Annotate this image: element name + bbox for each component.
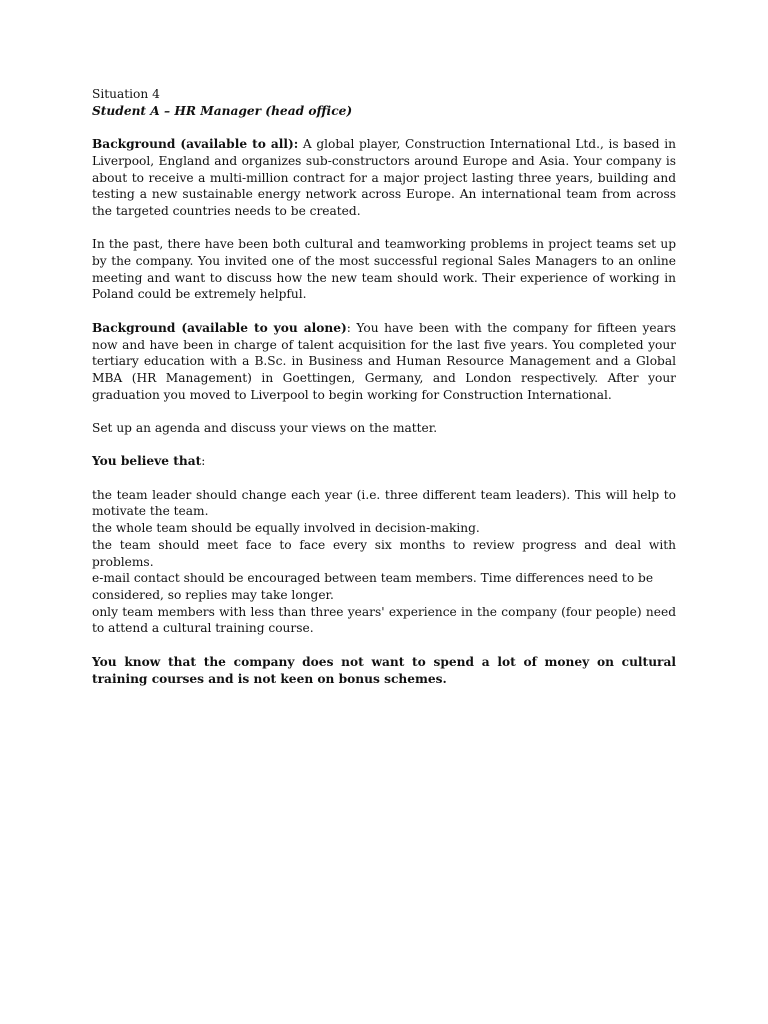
final-note: You know that the company does not want to spend a lot of money on cultural training courses and is not keen on bonus schemes. (92, 654, 676, 686)
belief-item: the team should meet face to face every six months to review progress and deal with problems. (92, 537, 676, 569)
belief-item: the whole team should be equally involved in decision-making. (92, 521, 480, 536)
situation-title: Situation 4 (92, 87, 160, 101)
background-all-text: A global player, Construction International Ltd., is based in Liverpool, England and organizes sub-constructors around Europe and Asia. Your company is about to receive a multi-million contract for a major project lasting three years, building and testing a new sustainable energy network across Europe. An international team from across the targeted countries needs to be created. (92, 137, 676, 218)
believe-heading (92, 453, 676, 470)
role-title: Student A – HR Manager (head office) (92, 103, 353, 118)
background-you-label: Background (available to you alone) (92, 320, 347, 335)
past-paragraph: In the past, there have been both cultural and teamworking problems in project teams set up by the company. You invited one of the most successful regional Sales Managers to an online meeting and want to discuss how the new team should work. Their experience of working in Poland could be extremely helpful. (92, 237, 676, 302)
beliefs-list (92, 487, 676, 637)
believe-colon: : (201, 454, 206, 469)
background-you-text: : You have been with the company for fifteen years now and have been in charge of talent acquisition for the last five years. You completed your tertiary education with a B.Sc. in Business and Human Resource Management and a Global MBA (HR Management) in Goettingen, Germany, and London respectively. After your graduation you moved to Liverpool to begin working for Construction International. (92, 320, 676, 402)
belief-item: only team members with less than three years' experience in the company (four people) need to attend a cultural training course. (92, 604, 676, 636)
background-all-paragraph (92, 136, 676, 220)
belief-item: the team leader should change each year (i.e. three different team leaders). This will help to motivate the team. (92, 487, 676, 519)
agenda-paragraph: Set up an agenda and discuss your views on the matter. (92, 421, 438, 435)
document-body (92, 86, 676, 704)
belief-item: e-mail contact should be encouraged between team members. Time differences need to be considered, so replies may take longer. (92, 571, 654, 602)
background-you-paragraph (92, 320, 676, 404)
believe-label: You believe that (92, 454, 202, 469)
background-all-label: Background (available to all): (92, 137, 299, 152)
